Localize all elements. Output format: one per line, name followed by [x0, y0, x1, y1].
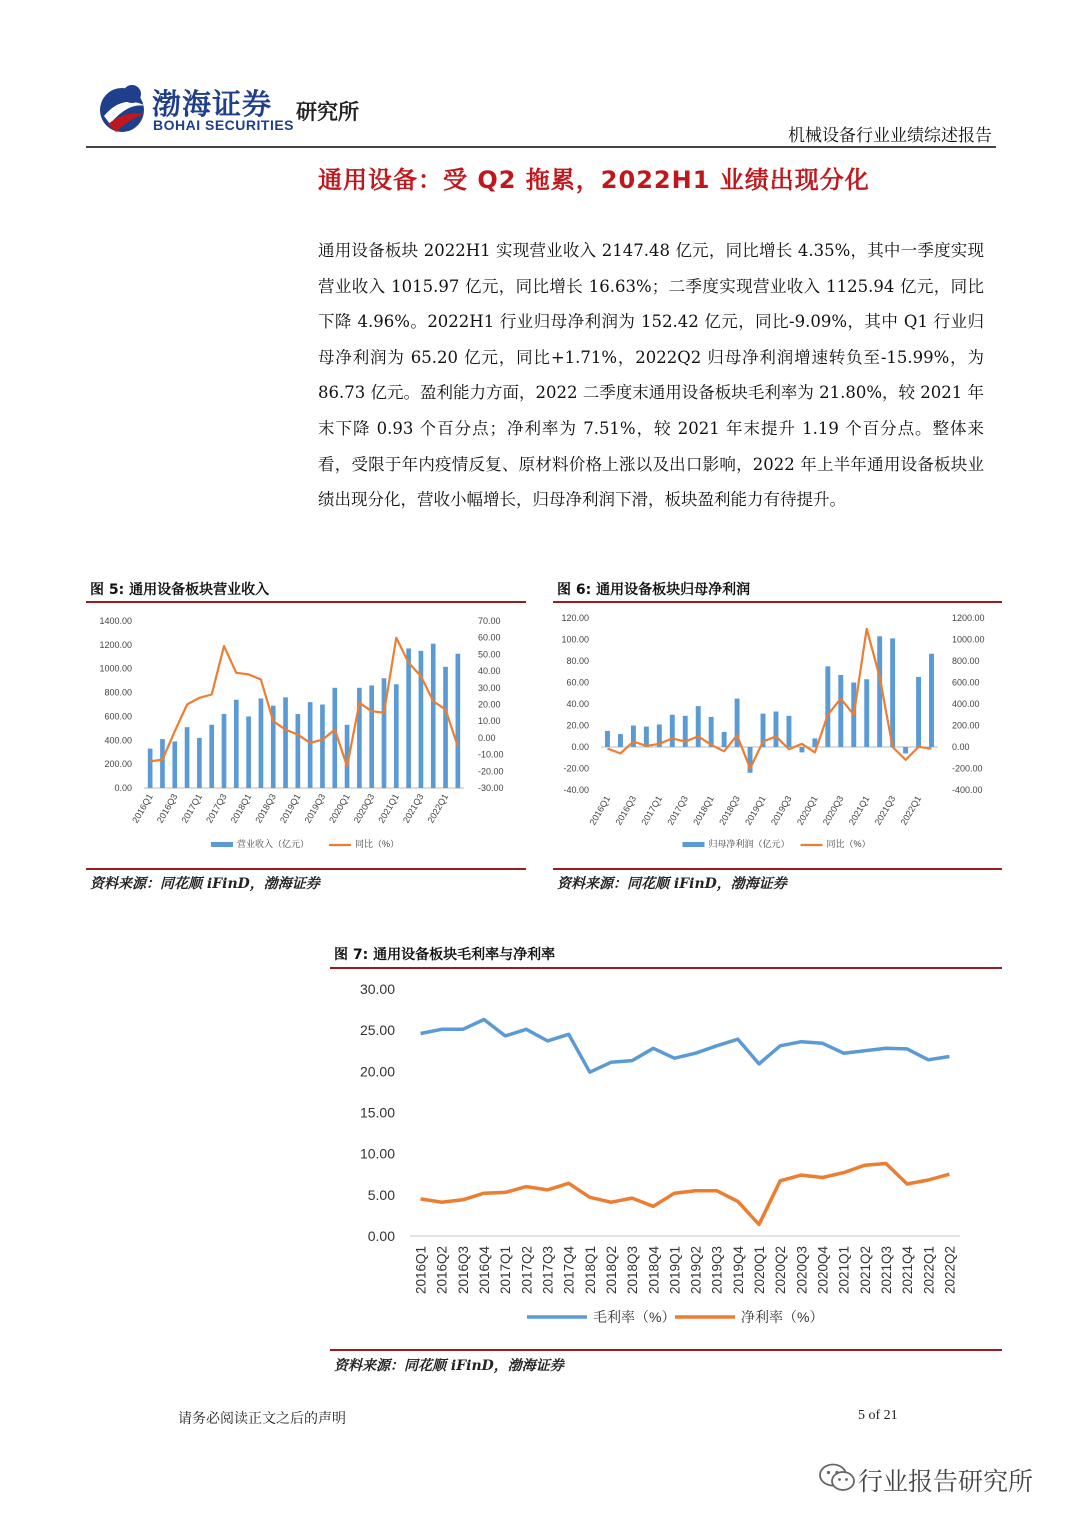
logo-institute: 研究所: [296, 99, 359, 124]
logo-english-name: BOHAI SECURITIES: [153, 117, 295, 133]
bar-2022Q2: [456, 654, 461, 788]
yoy-line: [150, 638, 458, 767]
fig6-source: 资料来源：同花顺 iFinD，渤海证券: [557, 876, 787, 892]
bar-2017Q2: [209, 725, 214, 788]
fig5-chart: [86, 604, 526, 866]
y-tick-label: 10.00: [359, 1145, 395, 1162]
fig6-chart: [553, 604, 1002, 866]
bar-2018Q2: [722, 732, 727, 747]
y-right-tick-label: 70.00: [478, 616, 501, 626]
x-tick-2021Q4: 2021Q4: [900, 1246, 916, 1295]
y-left-tick-label: 1200.00: [99, 639, 132, 650]
x-tick-2018Q3: 2018Q3: [717, 794, 742, 827]
y-left-tick-label: 80.00: [566, 656, 589, 666]
bar-2021Q3: [890, 638, 895, 747]
bar-2017Q2: [670, 715, 675, 747]
y-right-tick-label: -10.00: [478, 749, 504, 760]
x-tick-2022Q2: 2022Q2: [942, 1246, 958, 1295]
bar-2021Q1: [394, 684, 399, 788]
bar-2019Q1: [296, 714, 301, 788]
x-tick-2020Q3: 2020Q3: [351, 792, 377, 825]
x-tick-2022Q1: 2022Q1: [921, 1246, 937, 1295]
legend-label-bar: 归母净利润（亿元）: [708, 839, 790, 849]
fig6-top-rule: [553, 601, 1002, 603]
y-left-tick-label: 1000.00: [99, 663, 132, 674]
y-left-tick-label: 400.00: [104, 735, 132, 746]
y-tick-label: 20.00: [359, 1063, 395, 1080]
fig7-bottom-rule: [330, 1349, 1002, 1351]
bar-2019Q4: [799, 747, 804, 752]
x-tick-2016Q1: 2016Q1: [130, 792, 155, 825]
bar-2019Q3: [320, 705, 325, 789]
x-tick-2018Q3: 2018Q3: [253, 792, 278, 825]
bar-2018Q2: [259, 699, 264, 788]
bar-2018Q1: [246, 716, 251, 788]
fig7-chart: [330, 970, 1002, 1348]
y-left-tick-label: 60.00: [566, 677, 589, 688]
y-left-tick-label: 200.00: [104, 759, 132, 770]
x-tick-2019Q1: 2019Q1: [277, 792, 303, 825]
x-tick-2020Q2: 2020Q2: [773, 1246, 789, 1295]
legend-swatch-bar: [683, 842, 705, 847]
x-tick-2016Q3: 2016Q3: [455, 1246, 471, 1295]
y-left-tick-label: 0.00: [114, 783, 132, 793]
legend-label-line: 同比（%）: [355, 839, 400, 849]
bar-2021Q3: [419, 651, 424, 788]
fig7-title: 图 7: 通用设备板块毛利率与净利率: [334, 947, 556, 963]
x-tick-2017Q4: 2017Q4: [561, 1246, 577, 1295]
bar-2019Q2: [774, 712, 779, 747]
fig7-top-rule: [330, 967, 1002, 969]
x-tick-2017Q3: 2017Q3: [540, 1246, 556, 1295]
bar-2017Q4: [234, 700, 239, 788]
logo-chinese-name: 渤海证券: [152, 87, 273, 121]
y-right-tick-label: 1000.00: [952, 634, 985, 645]
fig6-title: 图 6: 通用设备板块归母净利润: [557, 582, 751, 598]
x-tick-2021Q1: 2021Q1: [836, 1246, 852, 1295]
yoy-line: [608, 629, 932, 769]
bar-2021Q2: [406, 648, 411, 788]
gross-margin-line: [421, 1020, 950, 1073]
bar-2020Q3: [369, 685, 374, 788]
bar-2016Q1: [605, 731, 610, 747]
header-divider: [86, 146, 996, 148]
y-right-tick-label: 200.00: [952, 720, 980, 731]
bar-2022Q1: [916, 677, 921, 747]
x-tick-2020Q1: 2020Q1: [794, 794, 820, 827]
fig7-source: 资料来源：同花顺 iFinD，渤海证券: [334, 1358, 564, 1374]
x-tick-2016Q3: 2016Q3: [613, 794, 639, 827]
bar-2016Q2: [160, 739, 165, 788]
y-left-tick-label: 600.00: [104, 711, 132, 722]
x-tick-2020Q1: 2020Q1: [752, 1246, 768, 1295]
x-tick-2020Q3: 2020Q3: [820, 794, 846, 827]
bar-2022Q2: [929, 654, 934, 747]
x-tick-2017Q3: 2017Q3: [204, 792, 229, 825]
footer-disclaimer-note: 请务必阅读正文之后的声明: [178, 1411, 346, 1427]
x-tick-2016Q1: 2016Q1: [413, 1246, 429, 1295]
bar-2020Q2: [825, 666, 830, 747]
bar-2017Q4: [696, 706, 701, 747]
bar-2016Q3: [172, 741, 177, 788]
bar-2021Q1: [864, 679, 869, 747]
x-tick-2016Q4: 2016Q4: [477, 1246, 493, 1295]
y-right-tick-label: 60.00: [478, 632, 501, 643]
y-right-tick-label: -200.00: [952, 763, 983, 774]
y-left-tick-label: -40.00: [563, 785, 589, 795]
x-tick-2018Q4: 2018Q4: [646, 1246, 662, 1295]
bar-2016Q4: [185, 727, 190, 788]
bar-2022Q1: [443, 667, 448, 788]
fig5-top-rule: [86, 601, 526, 603]
y-left-tick-label: 120.00: [561, 613, 589, 623]
fig6-bottom-rule: [553, 868, 1002, 870]
y-right-tick-label: -20.00: [478, 766, 504, 777]
x-tick-2021Q1: 2021Q1: [846, 794, 872, 827]
x-tick-2019Q4: 2019Q4: [730, 1246, 746, 1295]
y-left-tick-label: 0.00: [571, 742, 589, 752]
x-tick-2019Q1: 2019Q1: [667, 1246, 683, 1295]
x-tick-2018Q1: 2018Q1: [228, 792, 254, 825]
bar-2021Q4: [903, 747, 908, 753]
bar-2016Q1: [148, 749, 153, 788]
y-right-tick-label: 20.00: [478, 699, 501, 710]
report-name: 机械设备行业业绩综述报告: [788, 126, 992, 146]
body-paragraph: 通用设备板块 2022H1 实现营业收入 2147.48 亿元，同比增长 4.35%，其中一季度实现营业收入 1015.97 亿元，同比增长 16.63%；二季度实现营业收入 1125.94 亿元，同比下降 4.96%。2022H1 行业归母净利润为 152.42 亿元，同比-9.09%，其中 Q1 行业归母净利润为 65.20 亿元，同比+1.71%，2022Q2 归母净利润增速转负至-15.99%，为 86.73 亿元。盈利能力方面，2022 二季度末通用设备板块毛利率为 21.80%，较 2021 年末下降 0.93 个百分点；净利率为 7.51%，较 2021 年末提升 1.19 个百分点。整体来看，受限于年内疫情反复、原材料价格上涨以及出口影响，2022 年上半年通用设备板块业绩出现分化，营收小幅增长，归母净利润下滑，板块盈利能力有待提升。: [318, 241, 984, 510]
fig5-source: 资料来源：同花顺 iFinD，渤海证券: [90, 876, 320, 892]
y-right-tick-label: -400.00: [952, 785, 983, 795]
x-tick-2017Q1: 2017Q1: [179, 792, 205, 825]
fig5-bottom-rule: [86, 868, 526, 870]
y-right-tick-label: 800.00: [952, 656, 980, 666]
legend-label-net: 净利率（%）: [741, 1309, 824, 1325]
legend-label-line: 同比（%）: [826, 839, 871, 849]
x-tick-2018Q3: 2018Q3: [625, 1246, 641, 1295]
x-tick-2017Q1: 2017Q1: [639, 794, 665, 827]
x-tick-2021Q3: 2021Q3: [400, 792, 426, 825]
bar-2020Q4: [382, 678, 387, 788]
x-tick-2019Q1: 2019Q1: [743, 794, 768, 827]
bar-2016Q4: [644, 727, 649, 747]
x-tick-2019Q3: 2019Q3: [768, 794, 794, 827]
y-left-tick-label: 20.00: [566, 720, 589, 731]
x-tick-2017Q1: 2017Q1: [498, 1246, 514, 1295]
bar-2021Q4: [431, 644, 436, 788]
x-tick-2016Q1: 2016Q1: [587, 794, 613, 827]
y-left-tick-label: 1400.00: [99, 616, 132, 626]
x-tick-2017Q2: 2017Q2: [519, 1246, 535, 1295]
x-tick-2018Q1: 2018Q1: [582, 1246, 598, 1295]
x-tick-2020Q1: 2020Q1: [327, 792, 352, 825]
bar-2019Q2: [308, 702, 313, 788]
y-tick-label: 15.00: [359, 1104, 395, 1121]
y-left-tick-label: -20.00: [563, 763, 589, 774]
y-right-tick-label: 1200.00: [952, 613, 985, 623]
x-tick-2020Q4: 2020Q4: [815, 1246, 831, 1295]
x-tick-2021Q3: 2021Q3: [878, 1246, 894, 1295]
y-tick-label: 0.00: [367, 1228, 395, 1244]
bar-2020Q3: [838, 675, 843, 747]
x-tick-2018Q2: 2018Q2: [603, 1246, 619, 1295]
bar-2019Q4: [332, 688, 337, 788]
y-right-tick-label: 50.00: [478, 649, 501, 660]
bar-2017Q3: [222, 714, 227, 788]
x-tick-2017Q3: 2017Q3: [665, 794, 690, 827]
y-tick-label: 25.00: [359, 1022, 395, 1039]
bohai-logo-icon: [98, 80, 150, 136]
x-tick-2019Q3: 2019Q3: [302, 792, 328, 825]
bar-2018Q4: [283, 697, 288, 788]
y-right-tick-label: 600.00: [952, 677, 980, 688]
y-right-tick-label: 0.00: [952, 742, 970, 752]
fig5-title: 图 5: 通用设备板块营业收入: [90, 582, 270, 598]
legend-label-gross: 毛利率（%）: [593, 1309, 676, 1325]
y-left-tick-label: 100.00: [561, 634, 589, 645]
y-right-tick-label: 10.00: [478, 716, 501, 727]
y-right-tick-label: 400.00: [952, 699, 980, 709]
x-tick-2021Q2: 2021Q2: [857, 1246, 873, 1295]
y-right-tick-label: 40.00: [478, 666, 501, 677]
y-right-tick-label: -30.00: [478, 783, 504, 793]
net-margin-line: [421, 1164, 950, 1225]
x-tick-2021Q3: 2021Q3: [872, 794, 898, 827]
bar-2017Q1: [197, 738, 202, 788]
y-right-tick-label: 30.00: [478, 682, 501, 693]
watermark-text: 行业报告研究所: [858, 1467, 1034, 1496]
x-tick-2019Q3: 2019Q3: [709, 1246, 725, 1295]
x-tick-2016Q2: 2016Q2: [434, 1246, 450, 1295]
legend-swatch-bar: [211, 842, 233, 847]
y-right-tick-label: 0.00: [478, 732, 496, 743]
y-tick-label: 5.00: [367, 1186, 395, 1203]
section-title: 通用设备：受 Q2 拖累，2022H1 业绩出现分化: [318, 166, 870, 194]
x-tick-2022Q1: 2022Q1: [425, 792, 451, 825]
wechat-icon: [818, 1462, 856, 1494]
bar-2016Q2: [618, 734, 623, 747]
bar-2019Q3: [786, 716, 791, 747]
x-tick-2021Q1: 2021Q1: [376, 792, 402, 825]
x-tick-2019Q2: 2019Q2: [688, 1246, 704, 1295]
y-left-tick-label: 40.00: [566, 699, 589, 709]
x-tick-2020Q3: 2020Q3: [794, 1246, 810, 1295]
x-tick-2016Q3: 2016Q3: [154, 792, 180, 825]
page-number: 5 of 21: [858, 1408, 898, 1423]
y-tick-label: 30.00: [359, 981, 395, 997]
y-left-tick-label: 800.00: [104, 687, 132, 698]
legend-label-bar: 营业收入（亿元）: [237, 839, 310, 849]
x-tick-2018Q1: 2018Q1: [691, 794, 716, 827]
x-tick-2022Q1: 2022Q1: [898, 794, 924, 827]
